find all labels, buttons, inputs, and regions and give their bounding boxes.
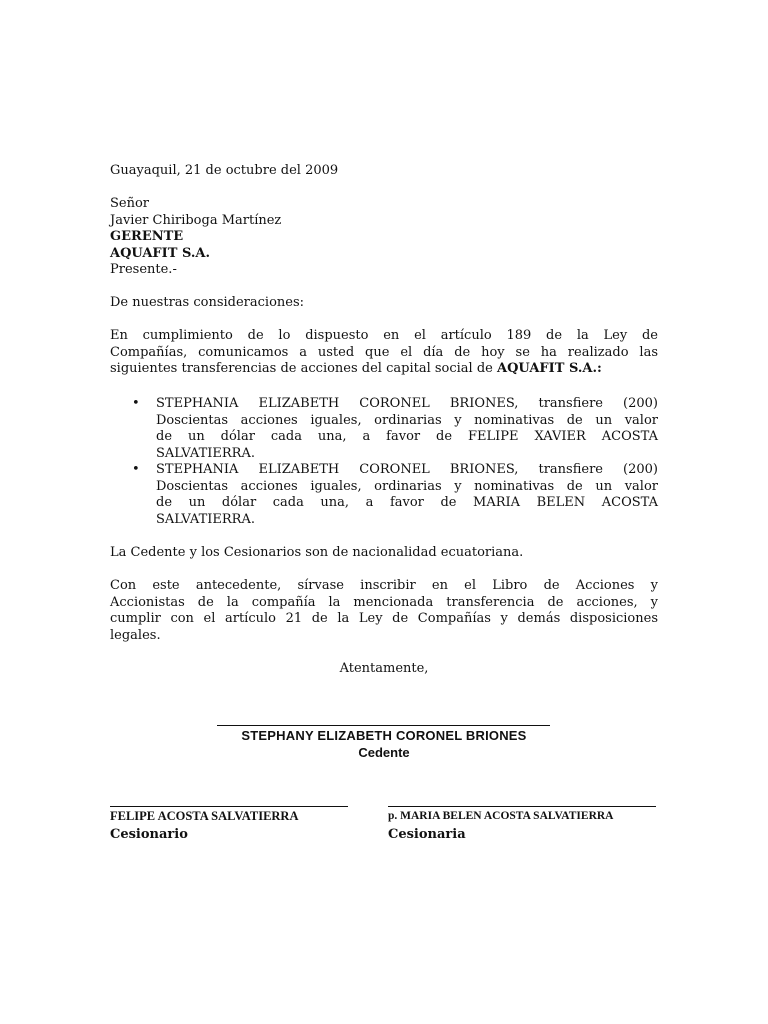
transfer-2-line-1: STEPHANIA ELIZABETH CORONEL BRIONES, transfiere (200) xyxy=(156,462,658,477)
intro-company: AQUAFIT S.A. xyxy=(497,361,598,376)
cesionario-1-role: Cesionario xyxy=(110,827,188,842)
request-line-1: Con este antecedente, sírvase inscribir en el Libro de Acciones y xyxy=(110,578,658,593)
place-date xyxy=(110,163,658,180)
intro-colon: : xyxy=(597,361,602,376)
request-paragraph xyxy=(110,578,658,644)
transfer-1-line-2: Doscientas acciones iguales, ordinarias y nominativas de un valor xyxy=(156,412,658,428)
bullet-icon: • xyxy=(132,462,140,477)
intro-line-2: Compañías, comunicamos a usted que el día de hoy se ha realizado las xyxy=(110,344,658,360)
transfer-1-line-4: SALVATIERRA. xyxy=(156,445,255,461)
transfer-2-line-3: de un dólar cada una, a favor de MARIA BELEN ACOSTA xyxy=(156,495,658,510)
transfer-1-line-3: de un dólar cada una, a favor de FELIPE XAVIER ACOSTA xyxy=(156,429,658,444)
recipient-salutation: Señor xyxy=(110,196,150,211)
greeting-text: De nuestras consideraciones: xyxy=(110,295,305,310)
transfer-list xyxy=(132,396,658,528)
recipient-company: AQUAFIT S.A. xyxy=(110,245,211,261)
recipient-block xyxy=(110,196,658,279)
transfer-2-line-4: SALVATIERRA. xyxy=(156,511,255,527)
recipient-name: Javier Chiriboga Martínez xyxy=(110,212,282,228)
closing-text: Atentamente, xyxy=(339,661,429,676)
request-line-2: Accionistas de la compañía la mencionada transferencia de acciones, y xyxy=(110,594,658,610)
cedente-name: STEPHANY ELIZABETH CORONEL BRIONES xyxy=(241,728,527,743)
closing xyxy=(300,661,468,678)
list-item xyxy=(132,462,658,528)
cedente-signature-line xyxy=(217,725,550,726)
recipient-title: GERENTE xyxy=(110,229,184,244)
cesionario-2-signature-line xyxy=(388,806,656,807)
greeting xyxy=(110,295,658,312)
recipient-presente: Presente.- xyxy=(110,262,177,277)
intro-paragraph xyxy=(110,328,658,378)
cesionario-1-signature-line xyxy=(110,806,348,807)
request-line-4: legales. xyxy=(110,627,161,643)
intro-line-3 xyxy=(110,361,658,378)
cedente-role: Cedente xyxy=(358,744,410,760)
list-item xyxy=(132,396,658,462)
intro-line-3-text: siguientes transferencias de acciones del capital social de xyxy=(110,361,497,376)
nationality-text: La Cedente y los Cesionarios son de nacionalidad ecuatoriana. xyxy=(110,545,524,560)
intro-line-1: En cumplimiento de lo dispuesto en el artículo 189 de la Ley de xyxy=(110,328,658,343)
cedente-signature-block xyxy=(200,728,568,761)
bullet-icon: • xyxy=(132,396,140,411)
request-line-3: cumplir con el artículo 21 de la Ley de Compañías y demás disposiciones xyxy=(110,611,658,626)
nationality-paragraph xyxy=(110,545,658,562)
transfer-1-line-1: STEPHANIA ELIZABETH CORONEL BRIONES, transfiere (200) xyxy=(156,396,658,411)
transfer-2-line-2: Doscientas acciones iguales, ordinarias y nominativas de un valor xyxy=(156,478,658,494)
cesionario-1-name: FELIPE ACOSTA SALVATIERRA xyxy=(110,809,299,823)
cesionario-2-role: Cesionaria xyxy=(388,827,466,842)
cesionario-2-name: p. MARIA BELEN ACOSTA SALVATIERRA xyxy=(388,810,614,822)
place-date-text: Guayaquil, 21 de octubre del 2009 xyxy=(110,163,339,178)
